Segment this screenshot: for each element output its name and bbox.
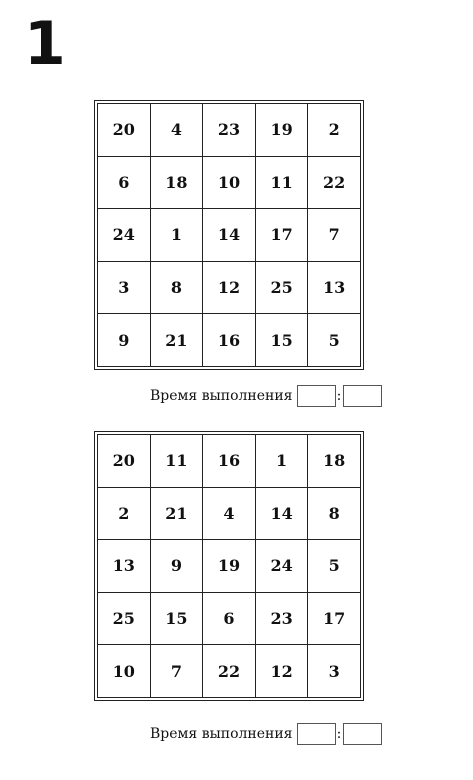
- grid-cell[interactable]: 3: [98, 261, 151, 314]
- grid-cell[interactable]: 5: [308, 314, 361, 367]
- grid-cell[interactable]: 8: [150, 261, 203, 314]
- grid-cell[interactable]: 4: [203, 487, 256, 540]
- grid-cell[interactable]: 16: [203, 435, 256, 488]
- grid-cell[interactable]: 6: [98, 156, 151, 209]
- grid-cell[interactable]: 14: [203, 209, 256, 262]
- grid-cell[interactable]: 16: [203, 314, 256, 367]
- completion-time-label: Время выполнения: [150, 388, 293, 404]
- grid-cell[interactable]: 7: [308, 209, 361, 262]
- grid-cell[interactable]: 1: [150, 209, 203, 262]
- grid-row: [98, 645, 361, 698]
- grid-cell[interactable]: 18: [150, 156, 203, 209]
- grid-cell[interactable]: 15: [255, 314, 308, 367]
- grid-cell[interactable]: 12: [203, 261, 256, 314]
- grid-row: [98, 156, 361, 209]
- grid-cell[interactable]: 3: [308, 645, 361, 698]
- grid-cell[interactable]: 2: [98, 487, 151, 540]
- grid-cell[interactable]: 24: [255, 540, 308, 593]
- grid-cell[interactable]: 10: [98, 645, 151, 698]
- grid-cell[interactable]: 20: [98, 104, 151, 157]
- seconds-input-box[interactable]: [343, 385, 382, 407]
- completion-time-row: [150, 384, 382, 408]
- grid-cell[interactable]: 20: [98, 435, 151, 488]
- grid-cell[interactable]: 25: [255, 261, 308, 314]
- grid-cell[interactable]: 25: [98, 592, 151, 645]
- grid-row: [98, 435, 361, 488]
- grid-cell[interactable]: 23: [203, 104, 256, 157]
- minutes-input-box[interactable]: [297, 385, 336, 407]
- number-grid: [97, 103, 361, 367]
- grid-cell[interactable]: 19: [203, 540, 256, 593]
- grid-cell[interactable]: 22: [203, 645, 256, 698]
- grid-cell[interactable]: 9: [98, 314, 151, 367]
- time-separator: :: [336, 388, 342, 404]
- minutes-input-box[interactable]: [297, 723, 336, 745]
- grid-row: [98, 104, 361, 157]
- time-separator: :: [336, 726, 342, 742]
- completion-time-row: [150, 722, 382, 746]
- grid-row: [98, 209, 361, 262]
- grid-cell[interactable]: 11: [150, 435, 203, 488]
- grid-cell[interactable]: 15: [150, 592, 203, 645]
- completion-time-label: Время выполнения: [150, 726, 293, 742]
- grid-cell[interactable]: 2: [308, 104, 361, 157]
- page-number: 1: [24, 9, 64, 79]
- grid-cell[interactable]: 6: [203, 592, 256, 645]
- schulte-table-1: [94, 100, 364, 370]
- grid-cell[interactable]: 1: [255, 435, 308, 488]
- grid-cell[interactable]: 14: [255, 487, 308, 540]
- grid-cell[interactable]: 18: [308, 435, 361, 488]
- grid-cell[interactable]: 8: [308, 487, 361, 540]
- grid-cell[interactable]: 21: [150, 314, 203, 367]
- grid-cell[interactable]: 19: [255, 104, 308, 157]
- schulte-table-2: [94, 431, 364, 701]
- grid-cell[interactable]: 17: [308, 592, 361, 645]
- grid-cell[interactable]: 22: [308, 156, 361, 209]
- grid-row: [98, 261, 361, 314]
- grid-cell[interactable]: 17: [255, 209, 308, 262]
- grid-cell[interactable]: 11: [255, 156, 308, 209]
- grid-cell[interactable]: 9: [150, 540, 203, 593]
- grid-cell[interactable]: 7: [150, 645, 203, 698]
- grid-cell[interactable]: 13: [308, 261, 361, 314]
- grid-cell[interactable]: 10: [203, 156, 256, 209]
- grid-row: [98, 592, 361, 645]
- grid-cell[interactable]: 4: [150, 104, 203, 157]
- grid-cell[interactable]: 23: [255, 592, 308, 645]
- grid-row: [98, 540, 361, 593]
- grid-row: [98, 314, 361, 367]
- grid-cell[interactable]: 21: [150, 487, 203, 540]
- grid-cell[interactable]: 12: [255, 645, 308, 698]
- grid-cell[interactable]: 13: [98, 540, 151, 593]
- number-grid: [97, 434, 361, 698]
- seconds-input-box[interactable]: [343, 723, 382, 745]
- grid-cell[interactable]: 24: [98, 209, 151, 262]
- grid-row: [98, 487, 361, 540]
- grid-cell[interactable]: 5: [308, 540, 361, 593]
